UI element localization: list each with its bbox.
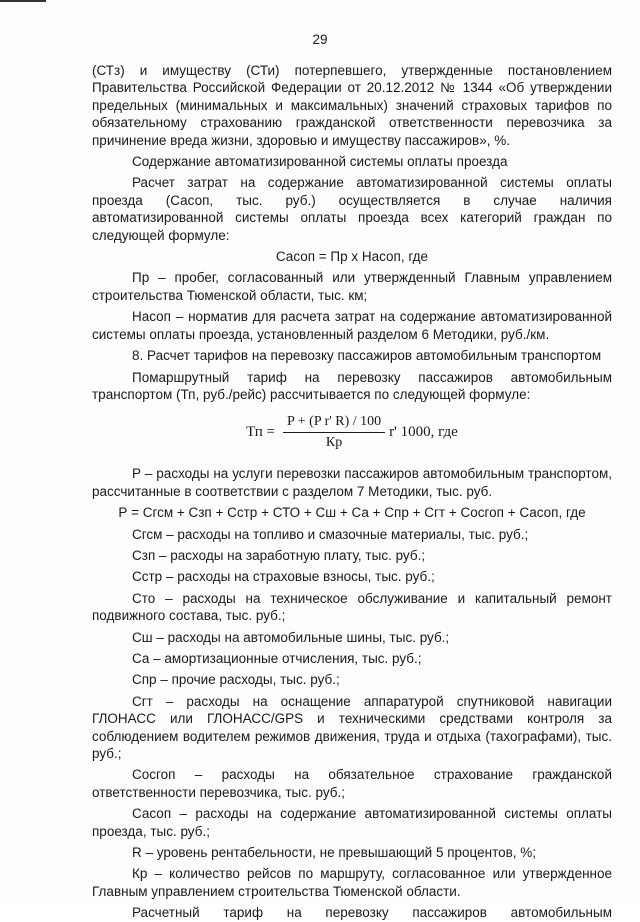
- paragraph-estimated-tariff: Расчетный тариф на перевозку пассажиров автомобильным: [132, 905, 612, 921]
- definition-liability-insurance: Сосгоп – расходы на обязательное страхование гражданской ответственности перевозчика, тыс. руб.;: [92, 767, 612, 800]
- definition-navigation-equipment: Сгт – расходы на оснащение аппаратурой спутниковой навигации ГЛОНАСС или ГЛОНАСС/GPS и техническими средствами контроля за соблюдением водителем режимов движения, труда и отдыха (тахографами), тыс. руб.;: [92, 693, 612, 761]
- definition-payment-system-expenses: Сасоп – расходы на содержание автоматизированной системы оплаты проезда, тыс. руб.;: [92, 806, 612, 839]
- definition-tires: Сш – расходы на автомобильные шины, тыс. руб.;: [132, 629, 450, 645]
- formula-expenses: Р = Сгсм + Сзп + Сстр + СТО + Сш + Са + Спр + Сгт + Сосгоп + Сасоп, где: [118, 505, 586, 521]
- definition-mileage: Пр – пробег, согласованный или утвержденный Главным управлением строительства Тюменской области, тыс. км;: [92, 270, 612, 303]
- paragraph-route-tariff: Помаршрутный тариф на перевозку пассажиров автомобильным транспортом (Тп, руб./рейс) рассчитывается по следующей формуле:: [92, 369, 612, 402]
- definition-maintenance: Сто – расходы на техническое обслуживание и капитальный ремонт подвижного состава, тыс. руб.;: [92, 590, 612, 624]
- formula-tail: r' 1000, где: [389, 423, 458, 440]
- paragraph-insurance-rates: (СТз) и имуществу (СТи) потерпевшего, утвержденные постановлением Правительства Российской Федерации от 20.12.2012 № 1344 «Об утверждении предельных (минимальных и максимальных) значений страховых тарифов по обязательному страхованию гражданской ответственности перевозчика за причинение вреда жизни, здоровью и имуществу пассажиров», %.: [92, 63, 612, 148]
- paragraph-payment-system-costs: Расчет затрат на содержание автоматизированной системы оплаты проезда (Сасоп, тыс. руб.) осуществляется в случае наличия автоматизированной системы оплаты проезда всех категорий граждан по следующей формуле:: [92, 175, 612, 243]
- definition-profitability: R – уровень рентабельности, не превышающий 5 процентов, %;: [132, 845, 537, 861]
- definition-depreciation: Са – амортизационные отчисления, тыс. руб.;: [132, 650, 422, 666]
- definition-payment-norm: Насоп – норматив для расчета затрат на содержание автоматизированной системы оплаты проезда, установленный разделом 6 Методики, руб./км.: [92, 309, 612, 342]
- definition-trip-count: Кр – количество рейсов по маршруту, согласованное или утвержденное Главным управлением строительства Тюменской области.: [92, 866, 612, 899]
- page-content: [92, 62, 612, 922]
- section-heading-payment-system: Содержание автоматизированной системы оплаты проезда: [132, 154, 508, 170]
- formula-route-tariff: [92, 405, 612, 459]
- formula-numerator: P + (P r' R) / 100: [283, 414, 385, 433]
- page-number: 29: [312, 32, 328, 47]
- formula-lhs: Тп =: [246, 423, 275, 440]
- formula-fraction: [283, 414, 385, 451]
- scan-edge-mark: [0, 0, 46, 2]
- formula-payment-system: Сасоп = Пр x Насоп, где: [275, 249, 429, 265]
- definition-fuel: Сгсм – расходы на топливо и смазочные материалы, тыс. руб.;: [132, 526, 529, 542]
- definition-salary: Сзп – расходы на заработную плату, тыс. руб.;: [132, 547, 426, 563]
- definition-expenses: Р – расходы на услуги перевозки пассажиров автомобильным транспортом, рассчитанные в соответствии с разделом 7 Методики, тыс. руб.: [92, 466, 612, 499]
- formula-denominator: Кр: [325, 434, 343, 450]
- definition-other-expenses: Спр – прочие расходы, тыс. руб.;: [132, 672, 340, 688]
- definition-insurance-contributions: Сстр – расходы на страховые взносы, тыс. руб.;: [132, 569, 435, 585]
- section-heading-tariff-calculation: 8. Расчет тарифов на перевозку пассажиров автомобильным транспортом: [132, 348, 602, 364]
